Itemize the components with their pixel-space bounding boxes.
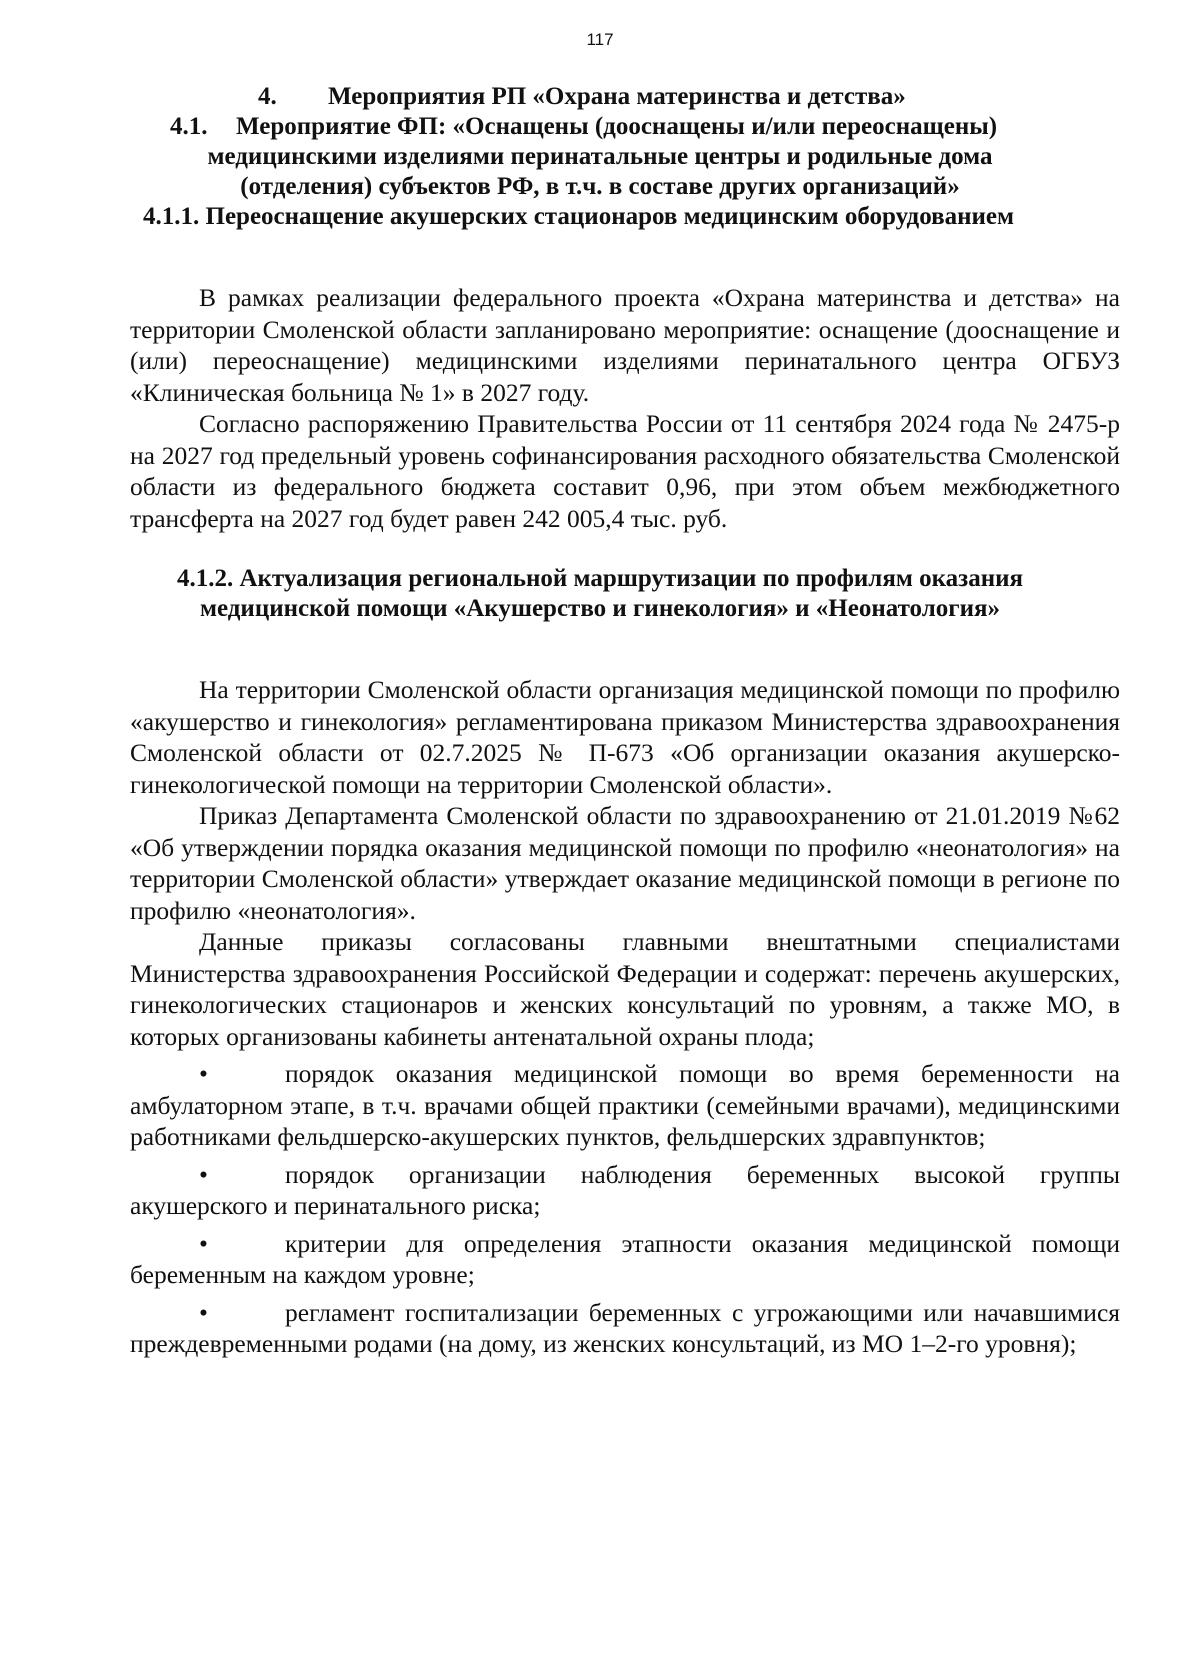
bullet-icon: • (199, 1159, 208, 1189)
heading-4-1-number: 4.1. (170, 113, 208, 140)
bullet-text: критерии для определения этапности оказания медицинской помощи беременным на каждом уровне; (130, 1228, 1120, 1289)
heading-4-1 (170, 112, 997, 142)
heading-4 (258, 82, 906, 112)
heading-4-1-1-text: Переоснащение акушерских стационаров медицинским оборудованием (205, 203, 1015, 230)
page-number: 117 (586, 30, 614, 49)
section-1-paragraph-2: Согласно распоряжению Правительства России от 11 сентября 2024 года № 2475-р на 2027 год предельный уровень софинансирования расходного обязательства Смоленской области из федерального бюджета составит 0,96, при этом объем межбюджетного трансферта на 2027 год будет равен 242 005,4 тыс. руб. (130, 409, 1120, 533)
heading-4-1-line1: Мероприятие ФП: «Оснащены (дооснащены и/или переоснащены) (236, 113, 998, 140)
section-2-paragraph-1: На территории Смоленской области организация медицинской помощи по профилю «акушерство и гинекология» регламентирована приказом Министерства здравоохранения Смоленской области от 02.7.2025 № П-673 «Об организации оказания акушерско-гинекологической помощи на территории Смоленской области». (130, 675, 1120, 799)
heading-4-1-1 (143, 202, 1014, 232)
heading-4-number: 4. (258, 83, 277, 110)
heading-4-1-line3: (отделения) субъектов РФ, в т.ч. в составе других организаций» (240, 173, 960, 200)
section-2-paragraph-2: Приказ Департамента Смоленской области по здравоохранению от 21.01.2019 №62 «Об утверждении порядка оказания медицинской помощи по профилю «неонатология» на территории Смоленской области» утверждает оказание медицинской помощи в регионе по профилю «неонатология». (130, 801, 1120, 925)
bullet-icon: • (199, 1059, 208, 1088)
heading-4-1-2-line1: 4.1.2. Актуализация региональной маршрутизации по профилям оказания (176, 565, 1024, 592)
bullet-item (130, 1228, 1120, 1291)
heading-4-1-line2: медицинскими изделиями перинатальные центры и родильные дома (207, 143, 993, 170)
bullet-item (130, 1058, 1120, 1153)
heading-4-1-2-line2: медицинской помощи «Акушерство и гинекология» и «Неонатология» (199, 595, 1001, 622)
bullet-icon: • (199, 1228, 208, 1258)
section-1-body (130, 282, 1120, 534)
bullet-text: порядок оказания медицинской помощи во время беременности на амбулаторном этапе, в т.ч. врачами общей практики (семейными врачами), медицинскими работниками фельдшерско-акушерских пунктов, фельдшерских здравпунктов; (130, 1059, 1120, 1151)
section-2-body (130, 674, 1120, 1360)
section-2-paragraph-3: Данные приказы согласованы главными внештатными специалистами Министерства здравоохранения Российской Федерации и содержат: перечень акушерских, гинекологических стационаров и женских консультаций по уровням, а также МО, в которых организованы кабинеты антенатальной охраны плода; (130, 927, 1120, 1051)
heading-4-text: Мероприятия РП «Охрана материнства и детства» (328, 83, 906, 110)
section-1-paragraph-1: В рамках реализации федерального проекта «Охрана материнства и детства» на территории Смоленской области запланировано мероприятие: оснащение (дооснащение и (или) переоснащение) медицинскими изделиями перинатального центра ОГБУЗ «Клиническая больница № 1» в 2027 году. (130, 283, 1120, 407)
bullet-text: регламент госпитализации беременных с угрожающими или начавшимися преждевременными родами (на дому, из женских консультаций, из МО 1–2-го уровня); (130, 1297, 1120, 1358)
bullet-icon: • (199, 1297, 208, 1327)
bullet-item (130, 1159, 1120, 1222)
bullet-item (130, 1297, 1120, 1360)
bullet-text: порядок организации наблюдения беременных высокой группы акушерского и перинатального риска; (130, 1159, 1120, 1220)
heading-4-1-1-number: 4.1.1. (143, 203, 200, 230)
